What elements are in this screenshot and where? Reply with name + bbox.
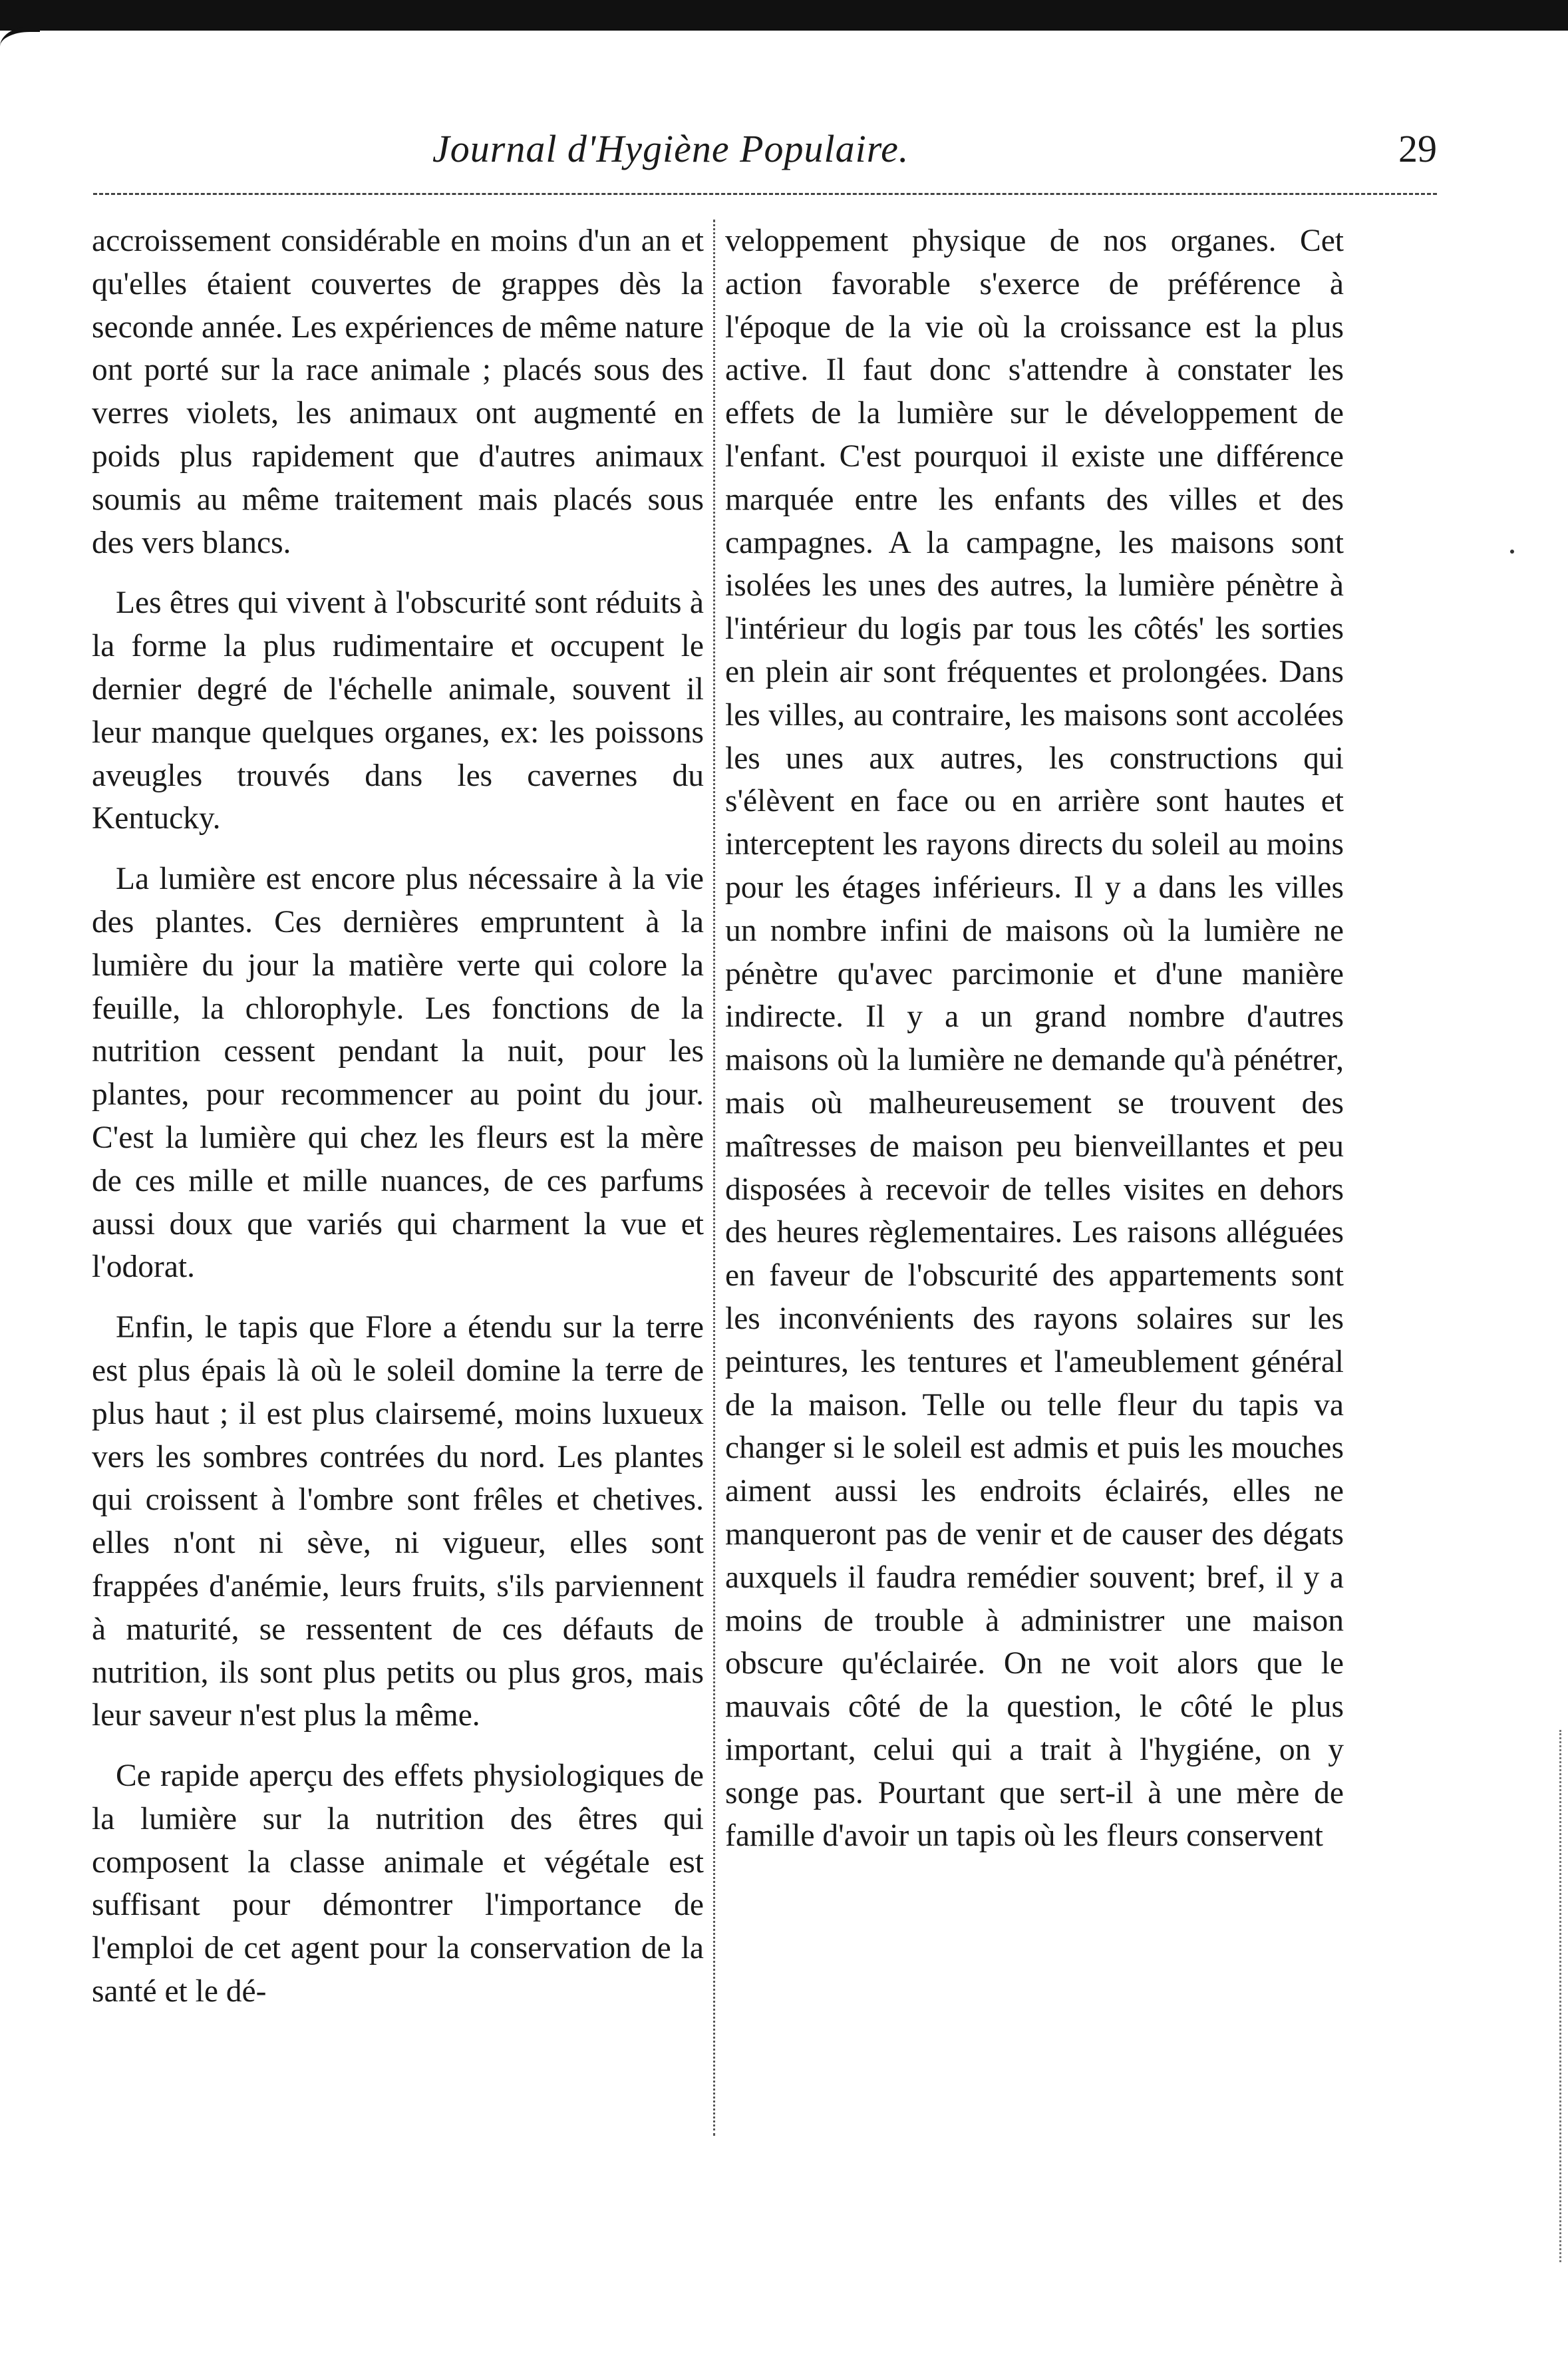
page-number: 29 [1398,127,1437,170]
paragraph: veloppement physique de nos organes. Cet action favorable s'exerce de préférence à l'époque de la vie où la croissance est la plus active. Il faut donc s'attendre à constater les effets de la lumière sur le développement de l'enfant. C'est pourquoi il existe une différence marquée entre les enfants des villes et des campagnes. A la campagne, les maisons sont isolées les unes des autres, la lumière pénètre à l'intérieur du logis par tous les côtés' les sorties en plein air sont fréquentes et prolongées. Dans les villes, au contraire, les maisons sont accolées les unes aux autres, les constructions qui s'élèvent en face ou en arrière sont hautes et interceptent les rayons directs du soleil au moins pour les étages inférieurs. Il y a dans les villes un nombre infini de maisons où la lumière ne pénètre qu'avec parcimonie et d'une manière indirecte. Il y a un grand nombre d'autres maisons où la lumière ne demande qu'à pénétrer, mais où malheureusement se trouvent des maîtresses de maison peu bienveillantes et peu disposées à recevoir de telles visites en dehors des heures règlementaires. Les raisons alléguées en faveur de l'obscurité des appartements sont les inconvénients des rayons solaires sur les peintures, les tentures et l'ameublement général de la maison. Telle ou telle fleur du tapis va changer si le soleil est admis et puis les mouches aiment aussi les endroits éclairés, elles ne manqueront pas de venir et de causer des dégats auxquels il faudra remédier souvent; bref, il y a moins de trouble à administrer une maison obscure qu'éclairée. On ne voit alors que le mauvais côté de la question, le côté le plus important, celui qui a trait à l'hygiéne, on y songe pas. Pourtant que sert-il à une mère de famille d'avoir un tapis où les fleurs conservent [725,224,1344,1854]
paragraph: accroissement considérable en moins d'un an et qu'elles étaient couvertes de grappes dès la seconde année. Les expériences de même nature ont porté sur la race animale ; placés sous des verres violets, les animaux ont augmenté en poids plus rapidement que d'autres animaux soumis au même traitement mais placés sous des vers blancs. [92,224,704,560]
paragraph: Ce rapide aperçu des effets physiologiques de la lumière sur la nutrition des êtres qui composent la classe animale et végétale est suffisant pour démontrer l'importance de l'emploi de cet agent pour la conservation de la santé et le dé- [92,1759,704,2009]
header-rule [93,193,1437,195]
running-header [93,126,1437,180]
top-border-rule [0,0,1568,31]
margin-speck [1510,550,1514,554]
journal-title: Journal d'Hygiène Populaire. [432,127,909,170]
left-column [92,220,704,2031]
paragraph: La lumière est encore plus nécessaire à la vie des plantes. Ces dernières empruntent à la lumière du jour la matière verte qui colore la feuille, la chlorophyle. Les fonctions de la nutrition cessent pendant la nuit, pour les plantes, pour recommencer au point du jour. C'est la lumière qui chez les fleurs est la mère de ces mille et mille nuances, de ces parfums aussi doux que variés qui charment la vue et l'odorat. [92,862,704,1285]
paragraph: Les êtres qui vivent à l'obscurité sont réduits à la forme la plus rudimentaire et occupent le dernier degré de l'échelle animale, souvent il leur manque quelques organes, ex: les poissons aveugles trouvés dans les cavernes du Kentucky. [92,586,704,836]
page-edge-mark [1555,1730,1561,2262]
right-column [725,220,1344,1875]
column-divider [713,220,715,2136]
paragraph: Enfin, le tapis que Flore a étendu sur la terre est plus épais là où le soleil domine la terre de plus haut ; il est plus clairsemé, moins luxueux vers les sombres contrées du nord. Les plantes qui croissent à l'ombre sont frêles et chetives. elles n'ont ni sève, ni vigueur, elles sont frappées d'anémie, leurs fruits, s'ils parviennent à maturité, se ressentent de ces défauts de nutrition, ils sont plus petits ou plus gros, mais leur saveur n'est plus la même. [92,1310,704,1733]
